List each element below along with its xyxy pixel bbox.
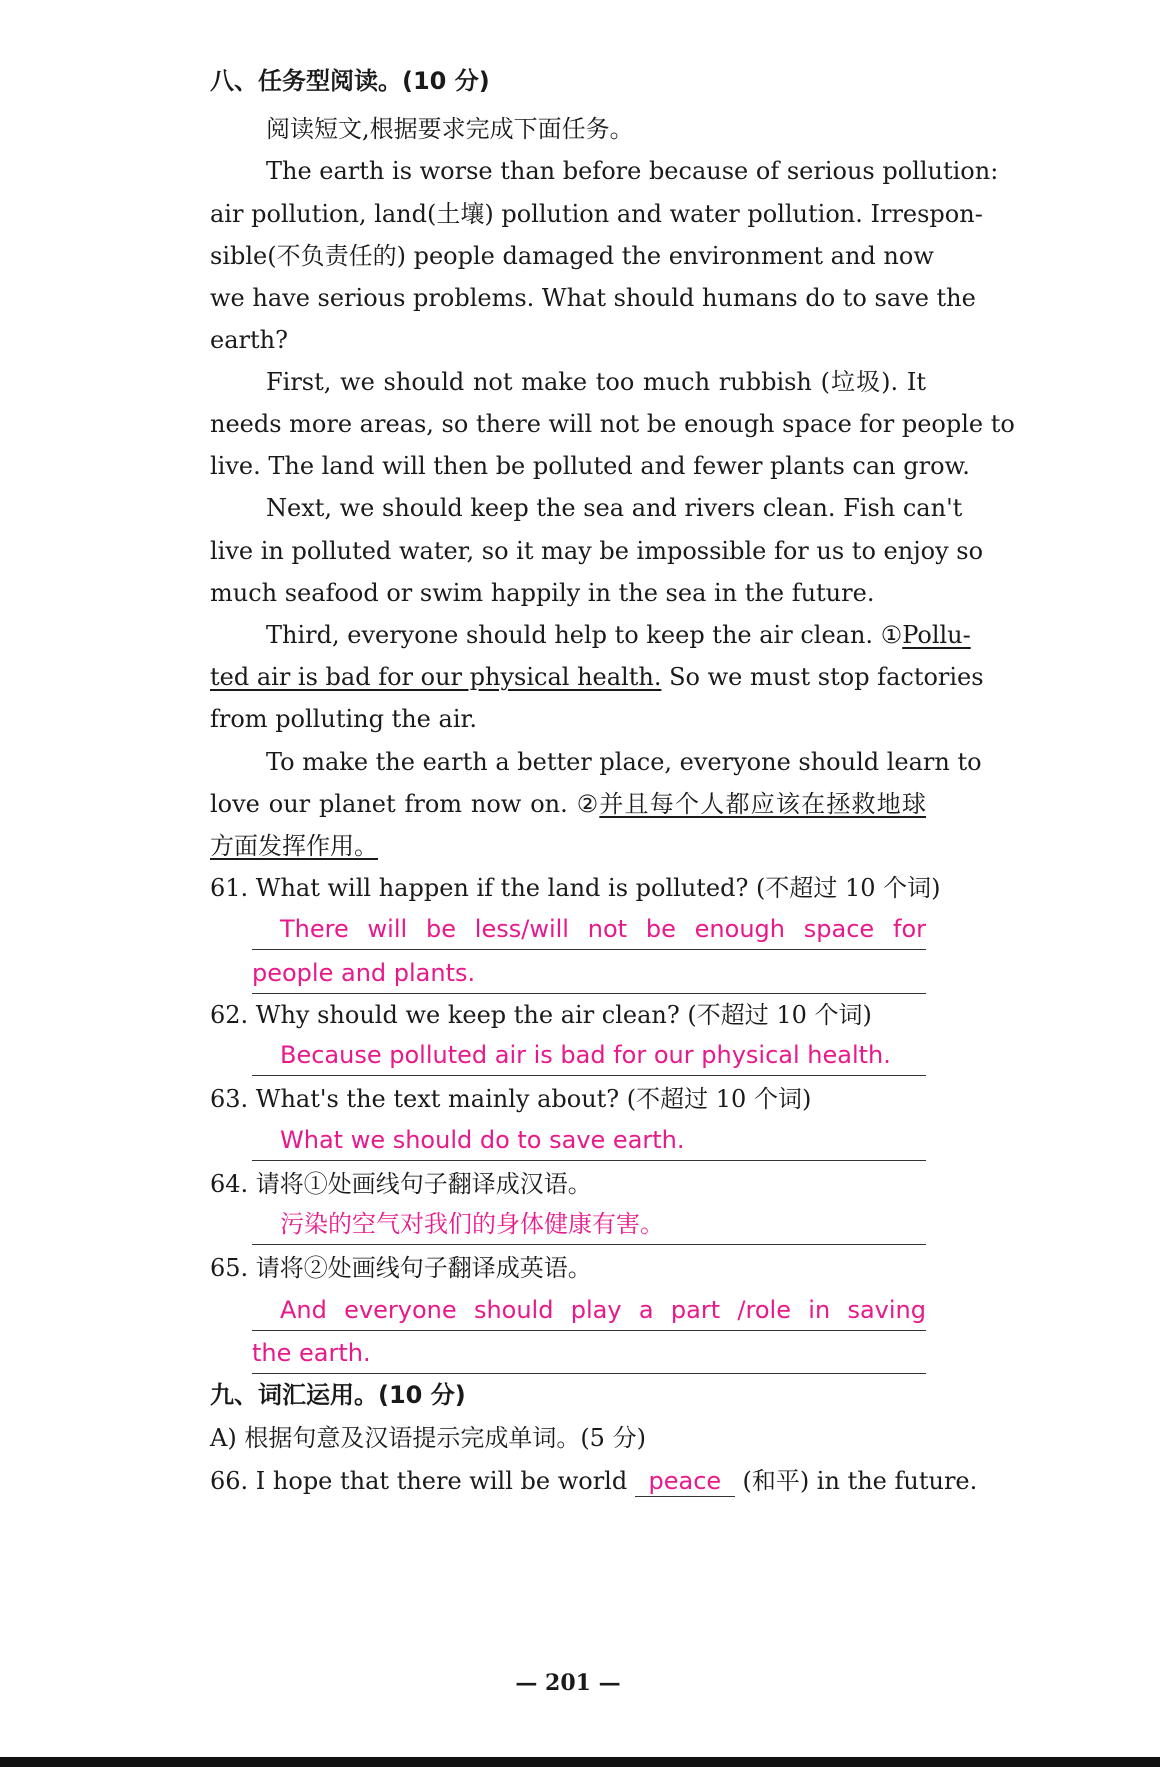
passage-line: live. The land will then be polluted and fewer plants can grow. — [210, 452, 970, 480]
passage-line — [210, 786, 926, 822]
question-65: 65. 请将②处画线句子翻译成英语。 — [210, 1254, 592, 1282]
marker-2: ② — [576, 790, 600, 818]
answer-64[interactable]: 污染的空气对我们的身体健康有害。 — [252, 1204, 926, 1245]
question-66-text-end: (和平) in the future. — [734, 1467, 978, 1495]
underlined-sentence-1-cont: ted air is bad for our physical health. — [210, 663, 662, 691]
passage-line: Next, we should keep the sea and rivers clean. Fish can't — [266, 494, 963, 522]
passage-text: Third, everyone should help to keep the air clean. — [266, 621, 881, 649]
section-9-title: 九、词汇运用。(10 分) — [210, 1381, 466, 1409]
passage-line: much seafood or swim happily in the sea in the future. — [210, 579, 875, 607]
passage-line: To make the earth a better place, everyone should learn to — [266, 748, 982, 776]
answer-text: There will be less/will not be enough space for — [280, 915, 926, 943]
question-64: 64. 请将①处画线句子翻译成汉语。 — [210, 1170, 592, 1198]
underlined-sentence-2: 并且每个人都应该在拯救地球 — [599, 790, 927, 818]
passage-text: So we must stop factories — [661, 663, 984, 691]
passage-line: needs more areas, so there will not be enough space for people to — [210, 410, 1015, 438]
answer-63[interactable]: What we should do to save earth. — [252, 1120, 926, 1161]
passage-line — [266, 617, 971, 653]
underlined-sentence-2-cont: 方面发挥作用。 — [210, 832, 378, 860]
passage-line: The earth is worse than before because of serious pollution: — [266, 157, 999, 185]
question-66-text: 66. I hope that there will be world — [210, 1467, 635, 1495]
passage-line: we have serious problems. What should humans do to save the — [210, 284, 976, 312]
passage-line — [210, 828, 378, 864]
answer-61-line-1[interactable] — [252, 909, 926, 950]
question-62: 62. Why should we keep the air clean? (不超过 10 个词) — [210, 1001, 872, 1029]
answer-65-line-2[interactable]: the earth. — [252, 1333, 926, 1374]
marker-1: ① — [880, 621, 903, 649]
answer-text: And everyone should play a part /role in saving — [280, 1296, 926, 1324]
question-63: 63. What's the text mainly about? (不超过 10 个词) — [210, 1085, 812, 1113]
section-8-instruction: 阅读短文,根据要求完成下面任务。 — [266, 115, 634, 143]
passage-line: from polluting the air. — [210, 705, 477, 733]
passage-text: love our planet from now on. — [210, 790, 577, 818]
page-number: — 201 — — [515, 1670, 621, 1696]
section-9-part-a: A) 根据句意及汉语提示完成单词。(5 分) — [210, 1424, 646, 1452]
question-66 — [210, 1463, 977, 1499]
section-8-title: 八、任务型阅读。(10 分) — [210, 67, 490, 95]
passage-line: earth? — [210, 326, 288, 354]
passage-line: sible(不负责任的) people damaged the environment and now — [210, 242, 934, 270]
passage-line: live in polluted water, so it may be impossible for us to enjoy so — [210, 537, 984, 565]
answer-66-blank[interactable]: peace — [635, 1466, 735, 1497]
answer-65-line-1[interactable] — [252, 1290, 926, 1331]
passage-line: First, we should not make too much rubbish (垃圾). It — [266, 368, 926, 396]
underlined-sentence-1: Pollu- — [902, 621, 971, 649]
answer-62[interactable]: Because polluted air is bad for our physical health. — [252, 1035, 926, 1076]
question-61: 61. What will happen if the land is polluted? (不超过 10 个词) — [210, 874, 941, 902]
bottom-bar — [0, 1757, 1160, 1767]
passage-line: air pollution, land(土壤) pollution and water pollution. Irrespon- — [210, 200, 983, 228]
answer-61-line-2[interactable]: people and plants. — [252, 953, 926, 994]
passage-line — [210, 659, 984, 695]
